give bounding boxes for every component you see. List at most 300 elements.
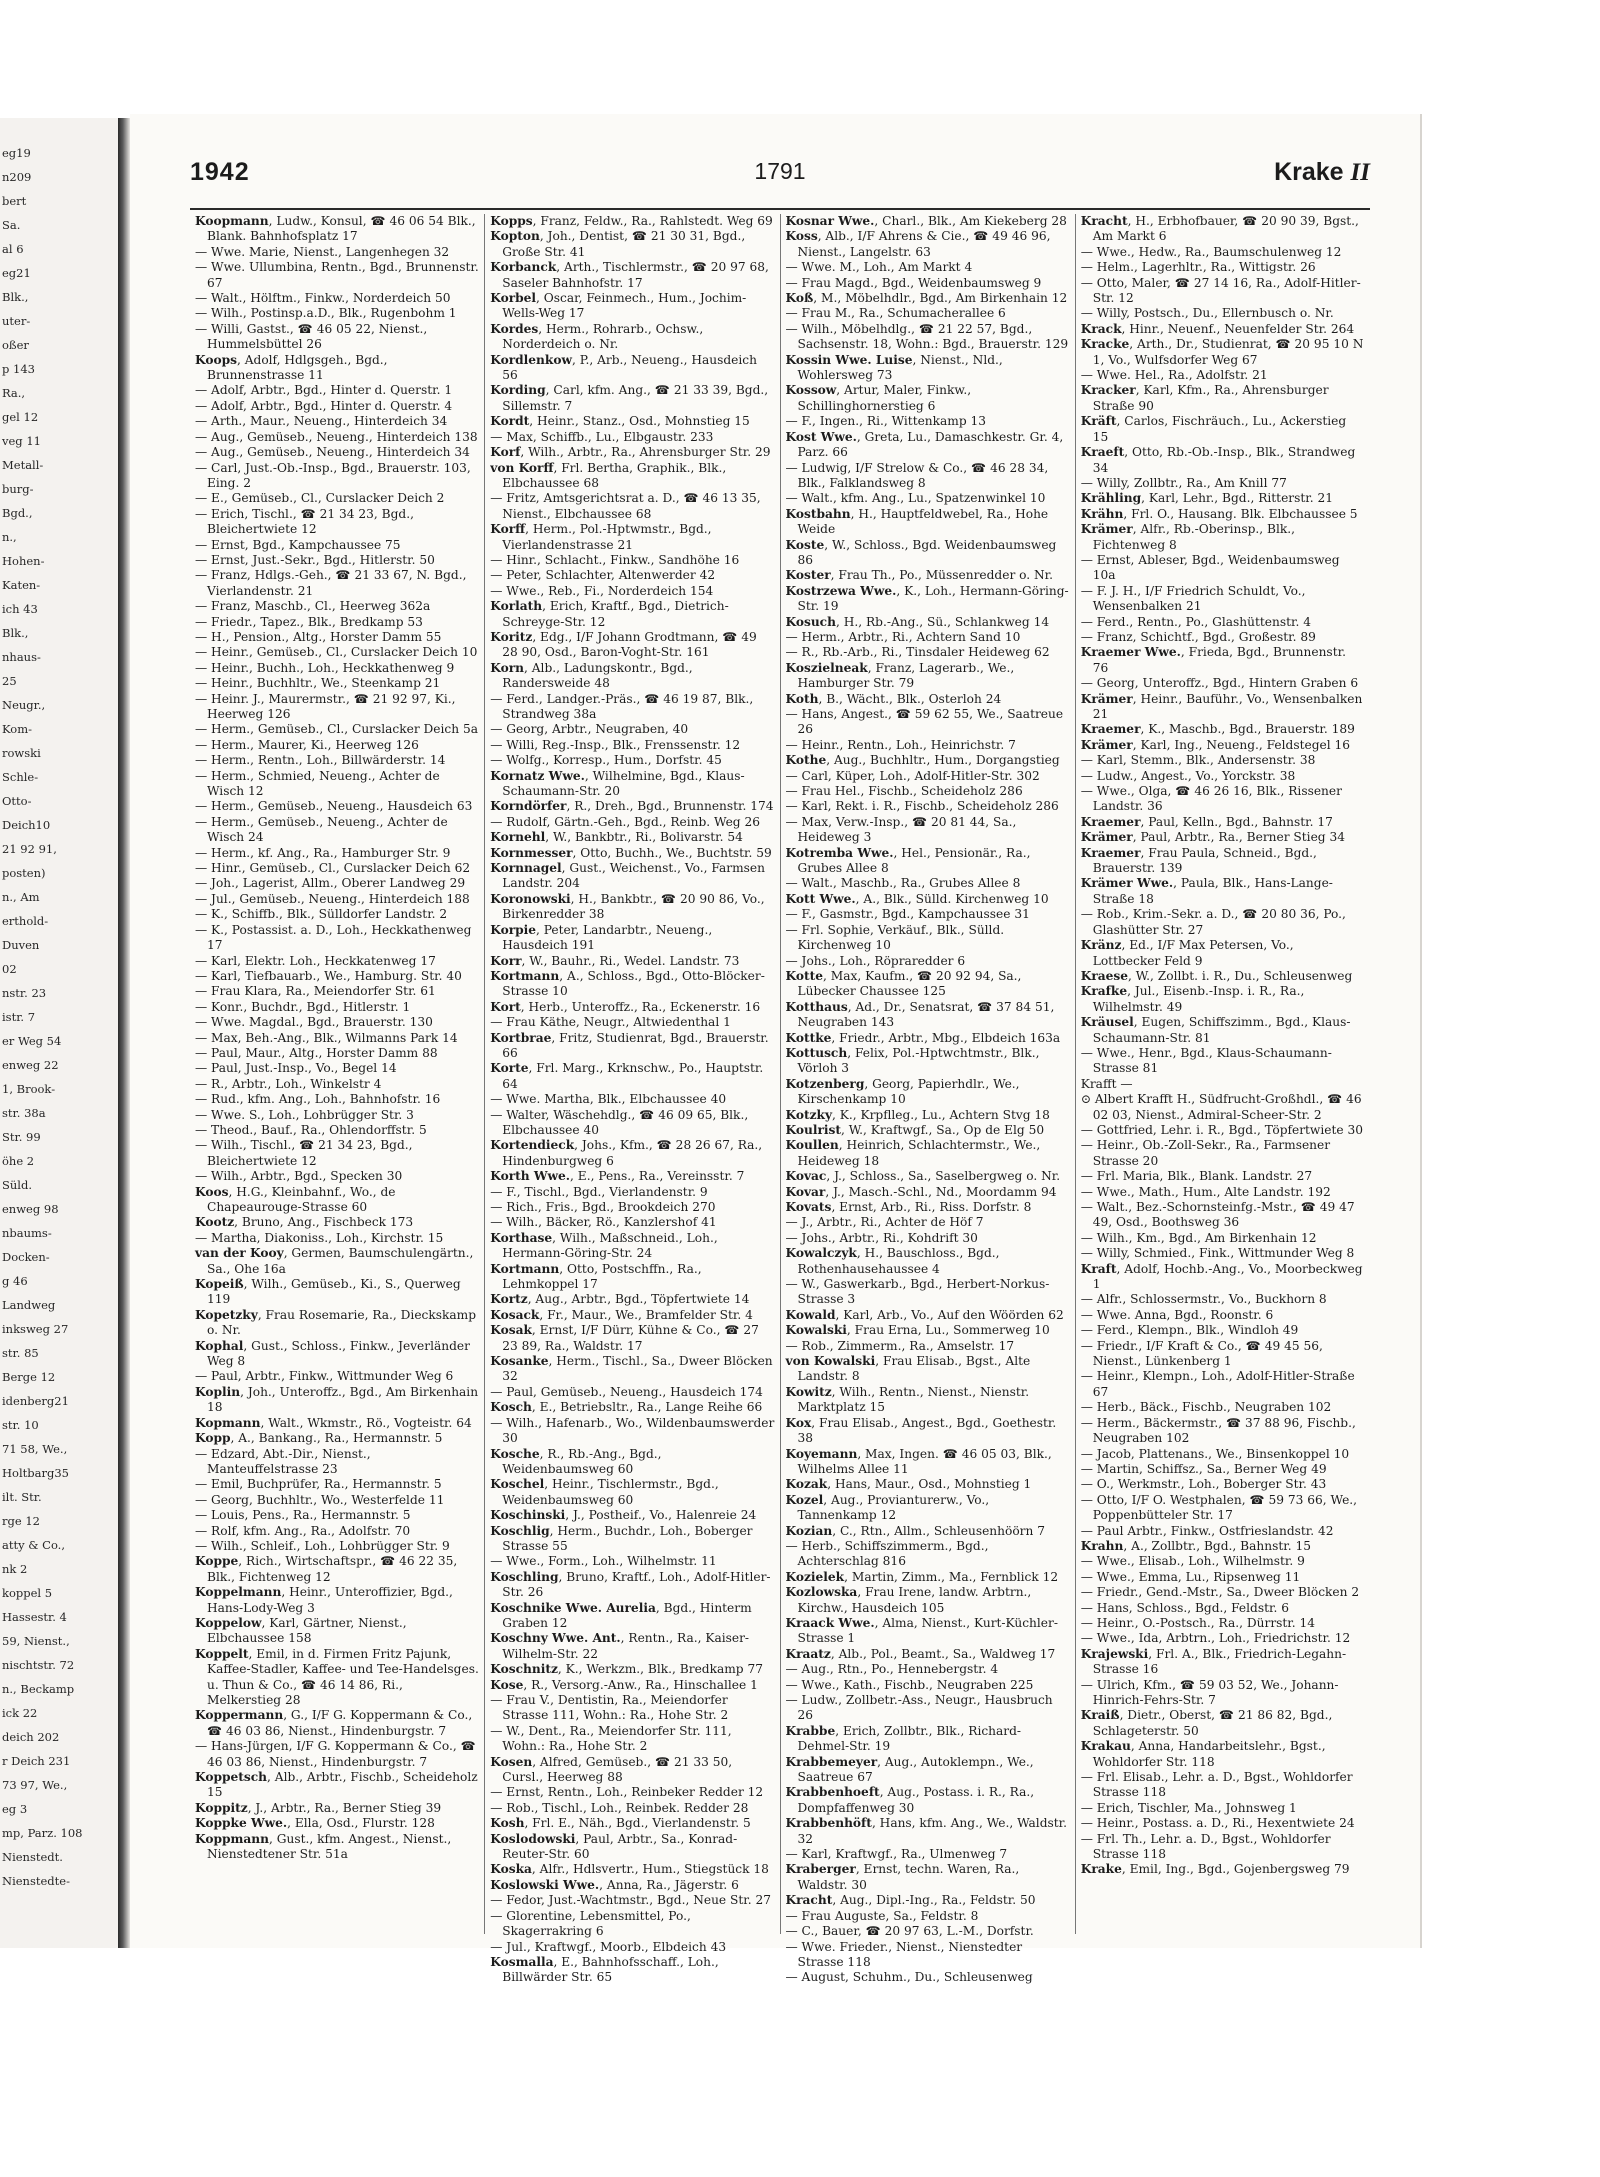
previous-page-fragment: deich 202: [2, 1730, 60, 1744]
directory-entry: — Wwe., Math., Hum., Alte Landstr. 192: [1080, 1184, 1331, 1199]
directory-entry: — Ernst, Ableser, Bgd., Weidenbaumsweg 10a: [1080, 552, 1340, 583]
directory-column-1: [190, 214, 484, 1934]
directory-entry: Krake, Emil, Ing., Bgd., Gojenbergsweg 79: [1080, 1862, 1350, 1877]
directory-entry: — Wwe. Frieder., Nienst., Nienstedter Strasse 118: [785, 1939, 1023, 1969]
directory-entry: — Herm., Rentn., Loh., Billwärderstr. 14: [195, 753, 446, 768]
directory-entry: — Ferd., Landger.-Präs., ☎ 46 19 87, Blk., Strandweg 38a: [490, 691, 754, 721]
directory-entry: Kotremba Wwe., Hel., Pensionär., Ra., Grubes Allee 8: [785, 845, 1031, 876]
directory-entry: — Herm., Schmied, Neueng., Achter de Wisch 12: [195, 768, 440, 799]
directory-entry: Korte, Frl. Marg., Krknschw., Po., Hauptstr. 64: [490, 1061, 764, 1091]
directory-entry: Koppelmann, Heinr., Unteroffizier, Bgd., Hans-Lody-Weg 3: [195, 1585, 453, 1615]
directory-entry: — R., Rb.-Arb., Ri., Tinsdaler Heideweg 62: [785, 645, 1050, 660]
previous-page-fragment: n.,: [2, 530, 17, 544]
directory-entry: Kordlenkow, P., Arb., Neueng., Hausdeich 56: [490, 352, 757, 383]
previous-page-fragment: ilt. Str.: [2, 1490, 42, 1504]
previous-page-fragment: Ra.,: [2, 386, 26, 400]
directory-page: [130, 114, 1422, 1985]
directory-entry: — Franz, Schichtf., Bgd., Großestr. 89: [1080, 629, 1316, 644]
directory-entry: — Walt., Bez.-Schornsteinfg.-Mstr., ☎ 49 47 49, Osd., Boothsweg 36: [1080, 1200, 1355, 1230]
directory-entry: Kossin Wwe. Luise, Nienst., Nld., Wohlersweg 73: [785, 352, 1003, 383]
directory-entry: — Rob., Zimmerm., Ra., Amselstr. 17: [785, 1338, 1015, 1353]
previous-page-fragment: nhaus-: [2, 650, 41, 664]
directory-entry: Krajewski, Frl. A., Blk., Friedrich-Legahn-Strasse 16: [1080, 1646, 1347, 1677]
directory-entry: Korndörfer, R., Dreh., Bgd., Brunnenstr. 174: [490, 799, 774, 814]
directory-entry: Koppelow, Karl, Gärtner, Nienst., Elbchaussee 158: [195, 1615, 407, 1646]
directory-entry: Krabbe, Erich, Zollbtr., Blk., Richard-Dehmel-Str. 19: [785, 1723, 1022, 1754]
directory-entry: — O., Werkmstr., Loh., Boberger Str. 43: [1080, 1477, 1327, 1492]
directory-entry: Kosch, E., Betriebsltr., Ra., Lange Reihe 66: [490, 1400, 763, 1415]
directory-entry: — F., Ingen., Ri., Wittenkamp 13: [785, 414, 987, 429]
directory-entry: — Carl, Just.-Ob.-Insp., Bgd., Brauerstr. 103, Eing. 2: [195, 460, 471, 490]
directory-entry: — Herb., Bäck., Fischb., Neugraben 102: [1080, 1400, 1332, 1415]
previous-page-fragment: rowski: [2, 746, 41, 760]
directory-column-4: [1075, 214, 1370, 1934]
directory-entry: Kopmann, Walt., Wkmstr., Rö., Vogteistr. 64: [195, 1415, 472, 1430]
previous-page-fragment: 71 58, We.,: [2, 1442, 68, 1456]
previous-page-edge: [0, 118, 118, 1948]
directory-entry: — Aug., Gemüseb., Neueng., Hinterdeich 34: [195, 445, 470, 460]
page-header: [190, 158, 1370, 198]
directory-entry: — Wwe., Emma, Lu., Ripsenweg 11: [1080, 1569, 1301, 1584]
directory-entry: — Wilh., Km., Bgd., Am Birkenhain 12: [1080, 1230, 1317, 1245]
directory-entry: ⊙ Albert Krafft H., Südfrucht-Großhdl., ☎ 46 02 03, Nienst., Admiral-Scheer-Str. 2: [1080, 1092, 1362, 1122]
directory-entry: — Hans, Angest., ☎ 59 62 55, We., Saatreue 26: [785, 707, 1064, 737]
directory-entry: Kozak, Hans, Maur., Osd., Mohnstieg 1: [785, 1477, 1032, 1492]
previous-page-fragment: ick 22: [2, 1706, 38, 1720]
directory-entry: — Aug., Rtn., Po., Hennebergstr. 4: [785, 1662, 999, 1677]
previous-page-fragment: 1, Brook-: [2, 1082, 56, 1096]
directory-entry: — Frl. Th., Lehr. a. D., Bgst., Wohldorfer Strasse 118: [1080, 1831, 1331, 1862]
directory-entry: — Franz, Maschb., Cl., Heerweg 362a: [195, 599, 431, 614]
directory-entry: — Wwe., Elisab., Loh., Wilhelmstr. 9: [1080, 1554, 1305, 1569]
directory-entry: — W., Gaswerkarb., Bgd., Herbert-Norkus-Strasse 3: [785, 1277, 1050, 1307]
directory-entry: — Wilh., Bäcker, Rö., Kanzlershof 41: [490, 1215, 717, 1230]
directory-entry: — Erich, Tischler, Ma., Johnsweg 1: [1080, 1800, 1297, 1815]
directory-entry: — Heinr., Buchh., Loh., Heckkathenweg 9: [195, 660, 455, 675]
directory-entry: — Herm., Bäckermstr., ☎ 37 88 96, Fischb., Neugraben 102: [1080, 1415, 1356, 1446]
directory-entry: Kosnar Wwe., Charl., Blk., Am Kiekeberg 28: [785, 214, 1067, 228]
previous-page-fragment: Blk.,: [2, 626, 29, 640]
directory-entry: — Karl, Stemm., Blk., Andersenstr. 38: [1080, 753, 1316, 768]
directory-entry: — Wwe., Form., Loh., Wilhelmstr. 11: [490, 1554, 717, 1569]
directory-entry: — F., Gasmstr., Bgd., Kampchaussee 31: [785, 907, 1030, 922]
directory-entry: — Wwe. S., Loh., Lohbrügger Str. 3: [195, 1107, 414, 1122]
directory-entry: Kopeiß, Wilh., Gemüseb., Ki., S., Querweg 119: [195, 1277, 461, 1307]
previous-page-fragment: enweg 98: [2, 1202, 59, 1216]
directory-entry: — Karl, Tiefbauarb., We., Hamburg. Str. 40: [195, 968, 462, 983]
directory-entry: — C., Bauer, ☎ 20 97 63, L.-M., Dorfstr.: [785, 1924, 1034, 1939]
directory-entry: Korbanck, Arth., Tischlermstr., ☎ 20 97 68, Saseler Bahnhofstr. 17: [490, 260, 769, 290]
directory-entry: — Paul Arbtr., Finkw., Ostfrieslandstr. 42: [1080, 1523, 1334, 1538]
directory-entry: — Frl. Sophie, Verkäuf., Blk., Sülld. Kirchenweg 10: [785, 922, 1005, 953]
directory-entry: Koslodowski, Paul, Arbtr., Sa., Konrad-Reuter-Str. 60: [490, 1831, 738, 1862]
previous-page-fragment: 73 97, We.,: [2, 1778, 68, 1792]
previous-page-fragment: enweg 22: [2, 1058, 59, 1072]
directory-entry: Koschny Wwe. Ant., Rentn., Ra., Kaiser-Wilhelm-Str. 22: [490, 1631, 750, 1661]
directory-entry: Kraemer, K., Maschb., Bgd., Brauerstr. 189: [1080, 722, 1355, 737]
directory-entry: Kovac, J., Schloss., Sa., Saselbergweg o. Nr.: [785, 1169, 1061, 1184]
directory-entry: Kording, Carl, kfm. Ang., ☎ 21 33 39, Bgd., Sillemstr. 7: [490, 383, 769, 413]
previous-page-fragment: öhe 2: [2, 1154, 35, 1168]
directory-entry: — Heinr., O.-Postsch., Ra., Dürrstr. 14: [1080, 1615, 1316, 1630]
previous-page-fragment: ich 43: [2, 602, 38, 616]
directory-entry: — Edzard, Abt.-Dir., Nienst., Manteuffelstrasse 23: [195, 1446, 371, 1476]
directory-entry: — Ludw., Angest., Vo., Yorckstr. 38: [1080, 768, 1296, 783]
directory-entry: Korff, Herm., Pol.-Hptwmstr., Bgd., Vierlandenstrasse 21: [490, 522, 712, 552]
directory-entry: — Herm., Gemüseb., Neueng., Achter de Wisch 24: [195, 814, 448, 845]
previous-page-fragment: nischtstr. 72: [2, 1658, 75, 1672]
directory-entry: Korn, Alb., Ladungskontr., Bgd., Randersweide 48: [490, 660, 693, 691]
directory-entry: Kraatz, Alb., Pol., Beamt., Sa., Waldweg 17: [785, 1646, 1056, 1661]
directory-entry: Koschel, Heinr., Tischlermstr., Bgd., Weidenbaumsweg 60: [490, 1477, 719, 1507]
previous-page-fragment: str. 85: [2, 1346, 39, 1360]
previous-page-fragment: 21 92 91,: [2, 842, 57, 856]
directory-entry: — Frau M., Ra., Schumacherallee 6: [785, 306, 1006, 321]
directory-entry: — W., Dent., Ra., Meiendorfer Str. 111, Wohn.: Ra., Hohe Str. 2: [490, 1723, 732, 1754]
directory-entry: — Wwe., Henr., Bgd., Klaus-Schaumann-Strasse 81: [1080, 1045, 1332, 1076]
directory-entry: Kränz, Ed., I/F Max Petersen, Vo., Lottbecker Feld 9: [1080, 938, 1294, 968]
previous-page-fragment: burg-: [2, 482, 34, 496]
directory-entry: Kornehl, W., Bankbtr., Ri., Bolivarstr. 54: [490, 830, 743, 845]
directory-entry: — Ernst, Rentn., Loh., Reinbeker Redder 12: [490, 1785, 764, 1800]
directory-entry: Kost Wwe., Greta, Lu., Damaschkestr. Gr. 4, Parz. 66: [785, 429, 1064, 460]
headword-text: Krake: [1274, 158, 1344, 186]
previous-page-fragment: Nienstedt.: [2, 1850, 63, 1864]
directory-entry: — Wwe. Ullumbina, Rentn., Bgd., Brunnenstr. 67: [195, 260, 479, 290]
directory-entry: Kordes, Herm., Rohrarb., Ochsw., Norderdeich o. Nr.: [490, 321, 704, 352]
directory-entry: Koster, Frau Th., Po., Müssenredder o. Nr.: [785, 568, 1054, 583]
previous-page-fragment: Schle-: [2, 770, 39, 784]
directory-entry: — Jul., Gemüseb., Neueng., Hinterdeich 188: [195, 891, 470, 906]
directory-entry: — Adolf, Arbtr., Bgd., Hinter d. Querstr. 1: [195, 383, 453, 398]
directory-entry: Kovar, J., Masch.-Schl., Nd., Moordamm 94: [785, 1184, 1057, 1199]
directory-entry: — Heinr. J., Maurermstr., ☎ 21 92 97, Ki., Heerweg 126: [195, 691, 456, 721]
directory-entry: — Walt., kfm. Ang., Lu., Spatzenwinkel 10: [785, 491, 1046, 506]
directory-entry: Kopps, Franz, Feldw., Ra., Rahlstedt. Weg 69: [490, 214, 773, 228]
directory-entry: — Heinr., Rentn., Loh., Heinrichstr. 7: [785, 737, 1016, 752]
directory-entry: — Peter, Schlachter, Altenwerder 42: [490, 568, 716, 583]
previous-page-fragment: Duven: [2, 938, 40, 952]
directory-entry: Kort, Herb., Unteroffz., Ra., Eckenerstr. 16: [490, 999, 761, 1014]
directory-entry: Kovats, Ernst, Arb., Ri., Riss. Dorfstr. 8: [785, 1200, 1032, 1214]
directory-entry: — Fritz, Amtsgerichtsrat a. D., ☎ 46 13 35, Nienst., Elbchaussee 68: [490, 491, 761, 521]
directory-entry: — Rich., Fris., Bgd., Brookdeich 270: [490, 1200, 716, 1214]
directory-entry: Kracht, Aug., Dipl.-Ing., Ra., Feldstr. 50: [785, 1893, 1036, 1908]
directory-entry: — Wwe. Martha, Blk., Elbchaussee 40: [490, 1092, 727, 1107]
previous-page-fragment: Nienstedte-: [2, 1874, 70, 1888]
directory-entry: — Paul, Arbtr., Finkw., Wittmunder Weg 6: [195, 1369, 454, 1384]
previous-page-fragment: Deich10: [2, 818, 51, 832]
directory-entry: Kortz, Aug., Arbtr., Bgd., Töpfertwiete 14: [490, 1292, 750, 1307]
directory-entry: — Paul, Gemüseb., Neueng., Hausdeich 174: [490, 1384, 763, 1399]
previous-page-fragment: nstr. 23: [2, 986, 47, 1000]
directory-entry: — Johs., Loh., Röpraredder 6: [785, 953, 966, 968]
directory-entry: — Emil, Buchprüfer, Ra., Hermannstr. 5: [195, 1477, 442, 1492]
directory-entry: — Karl, Rekt. i. R., Fischb., Scheideholz 286: [785, 799, 1059, 814]
directory-entry: Koos, H.G., Kleinbahnf., Wo., de Chapeaurouge-Strasse 60: [195, 1184, 396, 1214]
directory-entry: — J., Arbtr., Ri., Achter de Höf 7: [785, 1215, 984, 1230]
directory-entry: — Glorentine, Lebensmittel, Po., Skagerrakring 6: [490, 1908, 691, 1939]
directory-entry: Kowalczyk, H., Bauschloss., Bgd., Rothenhausehaussee 4: [785, 1246, 1000, 1276]
directory-entry: Kophal, Gust., Schloss., Finkw., Jeverländer Weg 8: [195, 1338, 470, 1369]
book-gutter: [118, 118, 130, 1948]
directory-entry: Krämer, Alfr., Rb.-Oberinsp., Blk., Fichtenweg 8: [1080, 522, 1296, 552]
previous-page-fragment: str. 38a: [2, 1106, 46, 1120]
directory-entry: Kraack Wwe., Alma, Nienst., Kurt-Küchler-Strasse 1: [785, 1615, 1058, 1646]
directory-entry: Krafft —: [1080, 1076, 1133, 1091]
directory-entry: Kopetzky, Frau Rosemarie, Ra., Dieckskamp o. Nr.: [195, 1307, 477, 1338]
directory-entry: Krafke, Jul., Eisenb.-Insp. i. R., Ra., Wilhelmstr. 49: [1080, 984, 1305, 1014]
directory-entry: Kraeft, Otto, Rb.-Ob.-Insp., Blk., Strandweg 34: [1080, 445, 1356, 475]
previous-page-fragment: mp, Parz. 108: [2, 1826, 83, 1840]
directory-entry: — E., Gemüseb., Cl., Curslacker Deich 2: [195, 491, 445, 506]
directory-entry: Korr, W., Bauhr., Ri., Wedel. Landstr. 73: [490, 953, 740, 968]
directory-entry: — Walter, Wäschehdlg., ☎ 46 09 65, Blk., Elbchaussee 40: [490, 1107, 749, 1137]
page-year: 1942: [190, 158, 250, 186]
directory-entry: Krämer, Paul, Arbtr., Ra., Berner Stieg 34: [1080, 830, 1345, 845]
directory-entry: Kotzky, K., Krpflleg., Lu., Achtern Stvg 18: [785, 1107, 1050, 1122]
directory-entry: Kopp, A., Bankang., Ra., Hermannstr. 5: [195, 1431, 443, 1446]
directory-entry: Kraft, Adolf, Hochb.-Ang., Vo., Moorbeckweg 1: [1080, 1261, 1363, 1292]
directory-entry: Kozlowska, Frau Irene, landw. Arbtrn., Kirchw., Hausdeich 105: [785, 1585, 1032, 1615]
directory-entry: — Wwe. Hel., Ra., Adolfstr. 21: [1080, 368, 1268, 383]
directory-entry: — Ludw., Zollbetr.-Ass., Neugr., Hausbruch 26: [785, 1693, 1053, 1723]
previous-page-fragment: Neugr.,: [2, 698, 46, 712]
directory-columns: [190, 214, 1370, 1985]
previous-page-fragment: bert: [2, 194, 27, 208]
directory-entry: — Wwe. Magdal., Bgd., Brauerstr. 130: [195, 1015, 433, 1030]
directory-entry: — Wwe., Hedw., Ra., Baumschulenweg 12: [1080, 244, 1342, 259]
directory-entry: — Wilh., Arbtr., Bgd., Specken 30: [195, 1169, 403, 1184]
previous-page-fragment: n209: [2, 170, 32, 184]
directory-entry: — Karl, Kraftwgf., Ra., Ulmenweg 7: [785, 1847, 1008, 1862]
directory-entry: — Frau Auguste, Sa., Feldstr. 8: [785, 1908, 979, 1923]
directory-entry: Kozian, C., Rtn., Allm., Schleusenhöörn 7: [785, 1523, 1045, 1538]
directory-entry: — Jul., Kraftwgf., Moorb., Elbdeich 43: [490, 1939, 727, 1954]
directory-entry: Korbel, Oscar, Feinmech., Hum., Jochim-Wells-Weg 17: [490, 291, 747, 321]
directory-entry: — Herm., Gemüseb., Neueng., Hausdeich 63: [195, 799, 473, 814]
previous-page-fragment: 25: [2, 674, 17, 688]
header-rule: [190, 208, 1370, 210]
directory-entry: Kräusel, Eugen, Schiffszimm., Bgd., Klaus-Schaumann-Str. 81: [1080, 1015, 1351, 1045]
directory-entry: Kootz, Bruno, Ang., Fischbeck 173: [195, 1215, 414, 1230]
directory-entry: — Friedr., Tapez., Blk., Bredkamp 53: [195, 614, 423, 629]
directory-entry: Kozel, Aug., Provianturerw., Vo., Tannenkamp 12: [785, 1492, 990, 1523]
directory-entry: Krämer Wwe., Paula, Blk., Hans-Lange-Straße 18: [1080, 876, 1333, 906]
directory-entry: Krabbenhoeft, Aug., Postass. i. R., Ra., Dompfaffenweg 30: [785, 1785, 1035, 1815]
directory-entry: — Wilh., Schleif., Loh., Lohbrügger Str. 9: [195, 1538, 450, 1553]
directory-entry: — Friedr., I/F Kraft & Co., ☎ 49 45 56, Nienst., Lünkenberg 1: [1080, 1338, 1323, 1369]
directory-entry: Kowald, Karl, Arb., Vo., Auf den Wöörden 62: [785, 1307, 1064, 1322]
directory-entry: Koronowski, H., Bankbtr., ☎ 20 90 86, Vo., Birkenredder 38: [490, 891, 765, 922]
previous-page-fragment: Hohen-: [2, 554, 45, 568]
directory-entry: — Martha, Diakoniss., Loh., Kirchstr. 15: [195, 1230, 444, 1245]
directory-entry: — Martin, Schiffsz., Sa., Berner Weg 49: [1080, 1461, 1327, 1476]
directory-entry: Koppetsch, Alb., Arbtr., Fischb., Scheideholz 15: [195, 1770, 478, 1800]
previous-page-fragment: g 46: [2, 1274, 28, 1288]
directory-entry: — Otto, I/F O. Westphalen, ☎ 59 73 66, We., Poppenbütteler Str. 17: [1080, 1492, 1358, 1523]
directory-entry: Kotte, Max, Kaufm., ☎ 20 92 94, Sa., Lübecker Chaussee 125: [785, 968, 1022, 999]
directory-entry: — Ernst, Bgd., Kampchaussee 75: [195, 537, 401, 552]
directory-entry: — Wwe., Kath., Fischb., Neugraben 225: [785, 1677, 1034, 1692]
directory-entry: — Wolfg., Korresp., Hum., Dorfstr. 45: [490, 753, 722, 768]
directory-entry: Kraemer, Paul, Kelln., Bgd., Bahnstr. 17: [1080, 814, 1333, 829]
directory-entry: Korf, Wilh., Arbtr., Ra., Ahrensburger Str. 29: [490, 445, 771, 460]
directory-entry: — Jacob, Plattenans., We., Binsenkoppel 10: [1080, 1446, 1350, 1461]
directory-entry: Korth Wwe., E., Pens., Ra., Vereinsstr. 7: [490, 1169, 745, 1184]
directory-entry: — Wwe. Marie, Nienst., Langenhegen 32: [195, 244, 450, 259]
directory-entry: Koschinski, J., Postheif., Vo., Halenreie 24: [490, 1508, 757, 1523]
directory-entry: Koyemann, Max, Ingen. ☎ 46 05 03, Blk., Wilhelms Allee 11: [785, 1446, 1052, 1476]
directory-entry: — Wwe., Olga, ☎ 46 26 16, Blk., Rissener Landstr. 36: [1080, 784, 1342, 814]
directory-entry: Koth, B., Wächt., Blk., Osterloh 24: [785, 691, 1002, 706]
directory-entry: — Frau Käthe, Neugr., Altwiedenthal 1: [490, 1015, 731, 1030]
directory-entry: Krahn, A., Zollbtr., Bgd., Bahnstr. 15: [1080, 1538, 1311, 1553]
directory-entry: Kottusch, Felix, Pol.-Hptwchtmstr., Blk., Vörloh 3: [785, 1045, 1040, 1076]
previous-page-fragment: Bgd.,: [2, 506, 33, 520]
previous-page-fragment: n., Am: [2, 890, 40, 904]
directory-entry: — Wwe. M., Loh., Am Markt 4: [785, 260, 973, 275]
directory-entry: Koops, Adolf, Hdlgsgeh., Bgd., Brunnenstrasse 11: [195, 352, 388, 383]
previous-page-fragment: koppel 5: [2, 1586, 53, 1600]
directory-entry: Kosche, R., Rb.-Ang., Bgd., Weidenbaumsweg 60: [490, 1446, 662, 1476]
directory-entry: — Aug., Gemüseb., Neueng., Hinterdeich 138: [195, 429, 478, 444]
directory-entry: — Paul, Maur., Altg., Horster Damm 88: [195, 1045, 438, 1060]
previous-page-fragment: posten): [2, 866, 46, 880]
directory-entry: Kosh, Frl. E., Näh., Bgd., Vierlandenstr. 5: [490, 1816, 751, 1831]
previous-page-fragment: Docken-: [2, 1250, 50, 1264]
directory-entry: Koppelt, Emil, in d. Firmen Fritz Pajunk, Kaffee-Stadler, Kaffee- und Tee-Handelsges. u. Thun & Co., ☎ 46 14 86, Ri., Melkerstieg 28: [195, 1646, 479, 1707]
previous-page-fragment: Otto-: [2, 794, 32, 808]
directory-entry: Krähn, Frl. O., Hausang. Blk. Elbchaussee 5: [1080, 506, 1358, 521]
directory-entry: — Frl. Maria, Blk., Blank. Landstr. 27: [1080, 1169, 1313, 1184]
directory-entry: — Ludwig, I/F Strelow & Co., ☎ 46 28 34, Blk., Falklandsweg 8: [785, 460, 1049, 490]
directory-column-2: [484, 214, 779, 1985]
previous-page-fragment: istr. 7: [2, 1010, 36, 1024]
directory-entry: — F. J. H., I/F Friedrich Schuldt, Vo., Wensenbalken 21: [1080, 583, 1306, 614]
directory-entry: Krämer, Heinr., Bauführ., Vo., Wensenbalken 21: [1080, 691, 1363, 721]
directory-entry: — Adolf, Arbtr., Bgd., Hinter d. Querstr. 4: [195, 398, 453, 413]
directory-entry: — Willy, Postsch., Du., Ellernbusch o. Nr.: [1080, 306, 1334, 321]
directory-entry: — Wilh., Hafenarb., Wo., Wildenbaumswerder 30: [490, 1415, 775, 1446]
directory-entry: Kracke, Arth., Dr., Studienrat, ☎ 20 95 10 N 1, Vo., Wulfsdorfer Weg 67: [1080, 337, 1364, 367]
directory-entry: — Louis, Pens., Ra., Hermannstr. 5: [195, 1508, 411, 1523]
directory-entry: Krabbenhöft, Hans, kfm. Ang., We., Waldstr. 32: [785, 1816, 1068, 1846]
directory-entry: — Ferd., Rentn., Po., Glashüttenstr. 4: [1080, 614, 1311, 629]
previous-page-fragment: Metall-: [2, 458, 44, 472]
directory-entry: Koszielneak, Franz, Lagerarb., We., Hamburger Str. 79: [785, 660, 1015, 691]
directory-entry: Kowitz, Wilh., Rentn., Nienst., Nienstr. Marktplatz 15: [785, 1384, 1030, 1415]
previous-page-fragment: er Weg 54: [2, 1034, 62, 1048]
directory-entry: — Konr., Buchdr., Bgd., Hitlerstr. 1: [195, 999, 411, 1014]
directory-entry: Koschling, Bruno, Kraftf., Loh., Adolf-Hitler-Str. 26: [490, 1569, 771, 1600]
directory-entry: — Walt., Hölftm., Finkw., Norderdeich 50: [195, 291, 451, 306]
previous-page-fragment: Holtbarg35: [2, 1466, 69, 1480]
directory-entry: — Wilh., Postinsp.a.D., Blk., Rugenbohm 1: [195, 306, 457, 321]
directory-entry: Koopmann, Ludw., Konsul, ☎ 46 06 54 Blk., Blank. Bahnhofsplatz 17: [195, 214, 476, 244]
directory-entry: — Willi, Gastst., ☎ 46 05 22, Nienst., Hummelsbüttel 26: [195, 321, 428, 352]
directory-entry: — K., Schiffb., Blk., Sülldorfer Landstr. 2: [195, 907, 448, 922]
directory-entry: Koß, M., Möbelhdlr., Bgd., Am Birkenhain 12: [785, 291, 1068, 306]
directory-entry: Kose, R., Versorg.-Anw., Ra., Hinschallee 1: [490, 1677, 758, 1692]
directory-entry: — Arth., Maur., Neueng., Hinterdeich 34: [195, 414, 448, 429]
directory-entry: — Helm., Lagerhltr., Ra., Wittigstr. 26: [1080, 260, 1316, 275]
previous-page-fragment: Str. 99: [2, 1130, 41, 1144]
directory-entry: — Max, Beh.-Ang., Blk., Wilmanns Park 14: [195, 1030, 458, 1045]
directory-entry: — R., Arbtr., Loh., Winkelstr 4: [195, 1076, 382, 1091]
directory-entry: — Johs., Arbtr., Ri., Kohdrift 30: [785, 1230, 978, 1245]
directory-entry: Koschlig, Herm., Buchdr., Loh., Boberger Strasse 55: [490, 1523, 753, 1553]
previous-page-fragment: str. 10: [2, 1418, 39, 1432]
previous-page-fragment: Landweg: [2, 1298, 56, 1312]
directory-entry: — Fedor, Just.-Wachtmstr., Bgd., Neue Str. 27: [490, 1893, 772, 1908]
previous-page-fragment: rge 12: [2, 1514, 40, 1528]
directory-entry: — Friedr., Gend.-Mstr., Sa., Dweer Blöcken 2: [1080, 1585, 1360, 1600]
previous-page-fragment: nbaums-: [2, 1226, 52, 1240]
directory-entry: Kraiß, Dietr., Oberst, ☎ 21 86 82, Bgd., Schlageterstr. 50: [1080, 1708, 1333, 1738]
page-number: 1791: [754, 158, 806, 184]
directory-entry: — Rob., Tischl., Loh., Reinbek. Redder 28: [490, 1800, 749, 1815]
directory-entry: Kozielek, Martin, Zimm., Ma., Fernblick 12: [785, 1569, 1059, 1584]
previous-page-fragment: eg 3: [2, 1802, 28, 1816]
directory-entry: Krakau, Anna, Handarbeitslehr., Bgst., Wohldorfer Str. 118: [1080, 1739, 1326, 1769]
directory-entry: — Rob., Krim.-Sekr. a. D., ☎ 20 80 36, Po., Glashütter Str. 27: [1080, 907, 1346, 937]
directory-entry: Koschnitz, K., Werkzm., Blk., Bredkamp 77: [490, 1662, 763, 1677]
directory-entry: — Hinr., Schlacht., Finkw., Sandhöhe 16: [490, 552, 740, 567]
directory-entry: — Willy, Zollbtr., Ra., Am Knill 77: [1080, 475, 1287, 490]
directory-entry: — Heinr., Klempn., Loh., Adolf-Hitler-Straße 67: [1080, 1369, 1355, 1399]
previous-page-fragment: Süld.: [2, 1178, 32, 1192]
directory-entry: Korlath, Erich, Kraftf., Bgd., Dietrich-Schreyge-Str. 12: [490, 599, 729, 629]
directory-entry: — Herm., Gemüseb., Cl., Curslacker Deich 5a: [195, 722, 478, 737]
directory-entry: Kosak, Ernst, I/F Dürr, Kühne & Co., ☎ 27 23 89, Ra., Waldstr. 17: [490, 1323, 759, 1353]
directory-entry: Koppmann, Gust., kfm. Angest., Nienst., Nienstedtener Str. 51a: [195, 1831, 452, 1862]
running-headword: [1274, 158, 1370, 187]
previous-page-fragment: Hassestr. 4: [2, 1610, 67, 1624]
previous-page-fragment: 59, Nienst.,: [2, 1634, 70, 1648]
directory-entry: — Georg, Buchhltr., Wo., Westerfelde 11: [195, 1492, 445, 1507]
directory-entry: — Frl. Elisab., Lehr. a. D., Bgst., Wohldorfer Strasse 118: [1080, 1770, 1353, 1800]
directory-entry: — Herb., Schiffszimmerm., Bgd., Achterschlag 816: [785, 1538, 989, 1569]
directory-entry: Kraberger, Ernst, techn. Waren, Ra., Waldstr. 30: [785, 1862, 1020, 1892]
previous-page-fragment: al 6: [2, 242, 24, 256]
directory-entry: Koss, Alb., I/F Ahrens & Cie., ☎ 49 46 96, Nienst., Langelstr. 63: [785, 229, 1051, 259]
directory-entry: Kracker, Karl, Kfm., Ra., Ahrensburger Straße 90: [1080, 383, 1329, 413]
directory-entry: Koppermann, G., I/F G. Koppermann & Co., ☎ 46 03 86, Nienst., Hindenburgstr. 7: [195, 1708, 473, 1738]
directory-entry: — Alfr., Schlossermstr., Vo., Buckhorn 8: [1080, 1292, 1327, 1307]
directory-entry: — Willi, Reg.-Insp., Blk., Frenssenstr. 12: [490, 737, 741, 752]
directory-entry: — Rolf, kfm. Ang., Ra., Adolfstr. 70: [195, 1523, 411, 1538]
directory-entry: Kosen, Alfred, Gemüseb., ☎ 21 33 50, Cursl., Heerweg 88: [490, 1754, 733, 1785]
directory-entry: Koulrist, W., Kraftwgf., Sa., Op de Elg 50: [785, 1122, 1045, 1137]
directory-entry: — Ernst, Just.-Sekr., Bgd., Hitlerstr. 50: [195, 552, 435, 567]
previous-page-fragment: oßer: [2, 338, 29, 352]
directory-entry: — Max, Schiffb., Lu., Elbgaustr. 233: [490, 429, 714, 444]
directory-entry: Kox, Frau Elisab., Angest., Bgd., Goethestr. 38: [785, 1415, 1057, 1446]
previous-page-fragment: idenberg21: [2, 1394, 69, 1408]
directory-entry: — Frau Magd., Bgd., Weidenbaumsweg 9: [785, 275, 1042, 290]
directory-entry: — Frau Hel., Fischb., Scheideholz 286: [785, 784, 1023, 799]
previous-page-fragment: eg21: [2, 266, 31, 280]
directory-entry: — Wilh., Möbelhdlg., ☎ 21 22 57, Bgd., Sachsenstr. 18, Wohn.: Bgd., Brauerstr. 129: [785, 321, 1069, 352]
directory-entry: Kornmesser, Otto, Buchh., We., Buchtstr. 59: [490, 845, 772, 860]
directory-entry: Kornatz Wwe., Wilhelmine, Bgd., Klaus-Schaumann-Str. 20: [490, 768, 745, 799]
directory-entry: Korpie, Peter, Landarbtr., Neueng., Hausdeich 191: [490, 922, 713, 953]
directory-entry: Koritz, Edg., I/F Johann Grodtmann, ☎ 49 28 90, Osd., Baron-Voght-Str. 161: [490, 629, 757, 660]
directory-entry: Kopton, Joh., Dentist, ☎ 21 30 31, Bgd., Große Str. 41: [490, 229, 746, 259]
directory-entry: — Ulrich, Kfm., ☎ 59 03 52, We., Johann-Hinrich-Fehrs-Str. 7: [1080, 1677, 1339, 1707]
directory-entry: — Heinr., Postass. a. D., Ri., Hexentwiete 24: [1080, 1816, 1355, 1831]
